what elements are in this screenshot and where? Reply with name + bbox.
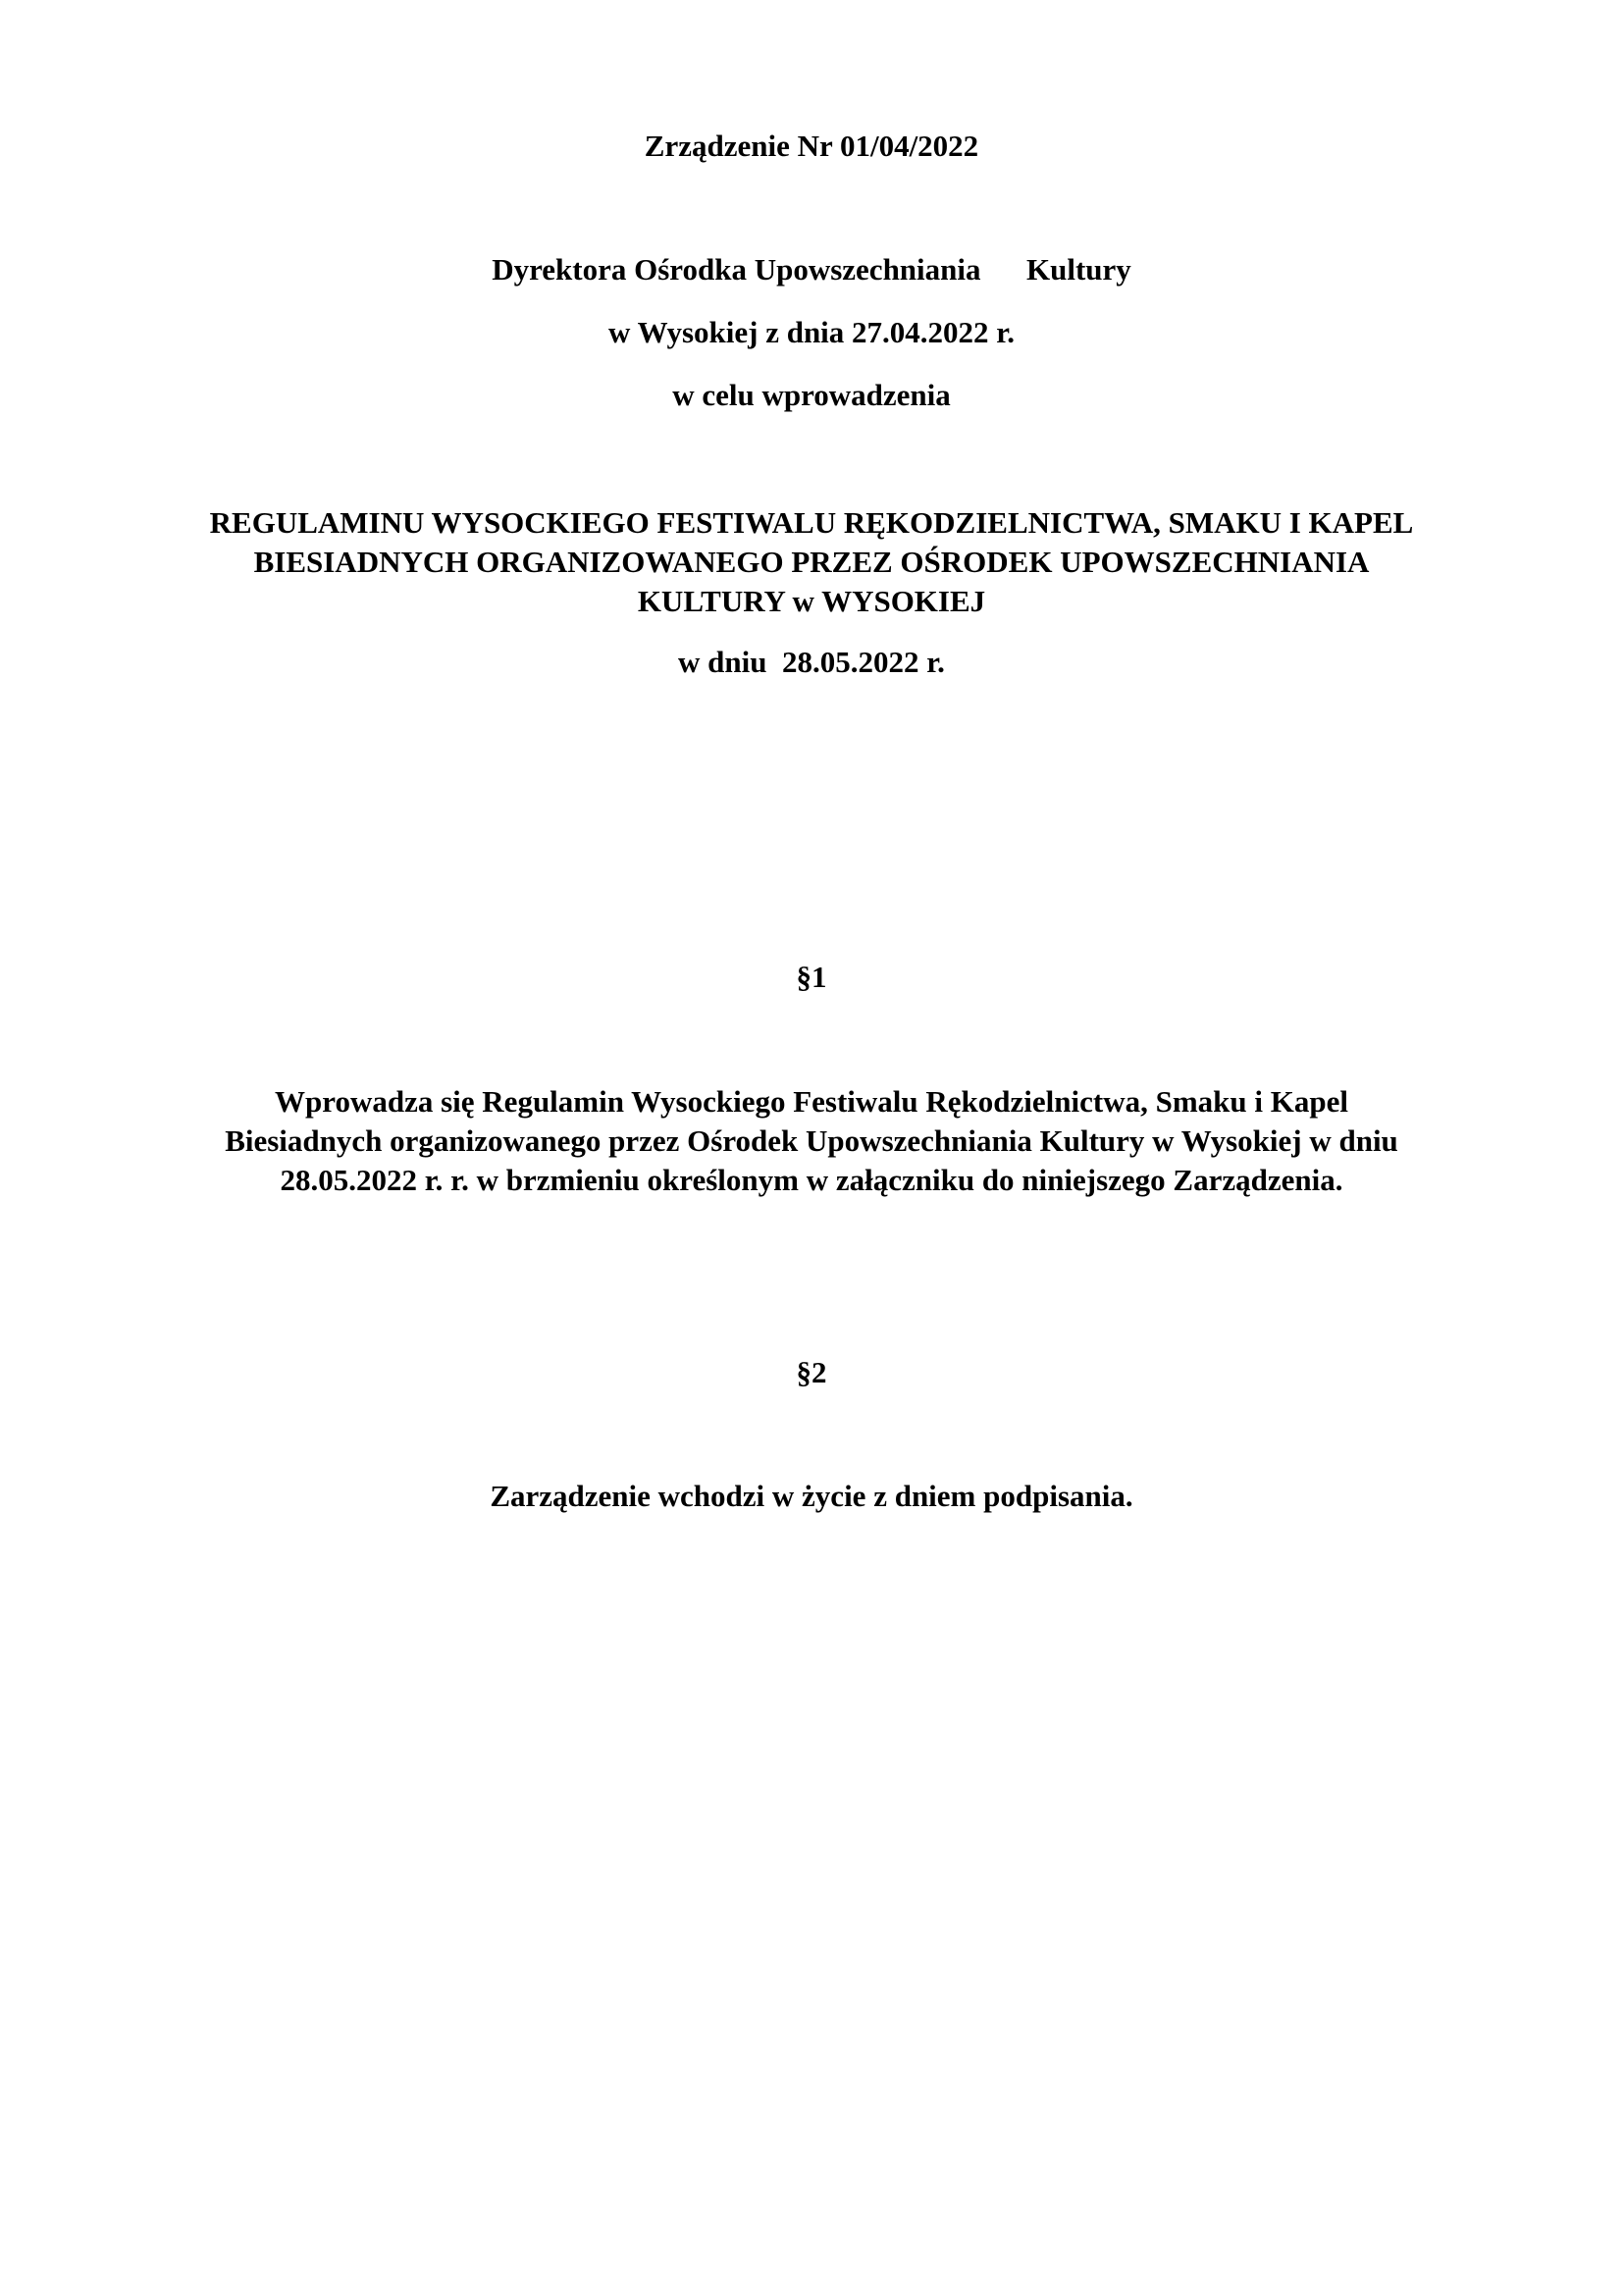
regulation-title	[147, 503, 1476, 621]
section-2-text: Zarządzenie wchodzi w życie z dniem podpisania.	[490, 1479, 1133, 1513]
document-title: Zrządzenie Nr 01/04/2022	[644, 129, 979, 163]
regulation-title-line: KULTURY w WYSOKIEJ	[637, 584, 986, 618]
purpose-line: w celu wprowadzenia	[672, 378, 951, 412]
section-1-text-line: Wprowadza się Regulamin Wysockiego Festiwalu Rękodzielnictwa, Smaku i Kapel	[275, 1084, 1348, 1119]
regulation-title-line: BIESIADNYCH ORGANIZOWANEGO PRZEZ OŚRODEK UPOWSZECHNIANIA	[253, 545, 1370, 579]
event-date-line: w dniu 28.05.2022 r.	[678, 645, 945, 679]
section-1-text	[147, 1082, 1476, 1200]
section-1-text-line: Biesiadnych organizowanego przez Ośrodek Upowszechniania Kultury w Wysokiej w dniu	[225, 1123, 1398, 1158]
section-1-text-line: 28.05.2022 r. r. w brzmieniu określonym w załączniku do niniejszego Zarządzenia.	[280, 1163, 1343, 1197]
issue-date-line: w Wysokiej z dnia 27.04.2022 r.	[608, 315, 1015, 349]
section-1-heading: §1	[796, 960, 827, 994]
issuer-line: Dyrektora Ośrodka Upowszechniania Kultury	[492, 252, 1131, 287]
section-2-heading: §2	[796, 1355, 827, 1389]
regulation-title-line: REGULAMINU WYSOCKIEGO FESTIWALU RĘKODZIELNICTWA, SMAKU I KAPEL	[209, 505, 1414, 540]
